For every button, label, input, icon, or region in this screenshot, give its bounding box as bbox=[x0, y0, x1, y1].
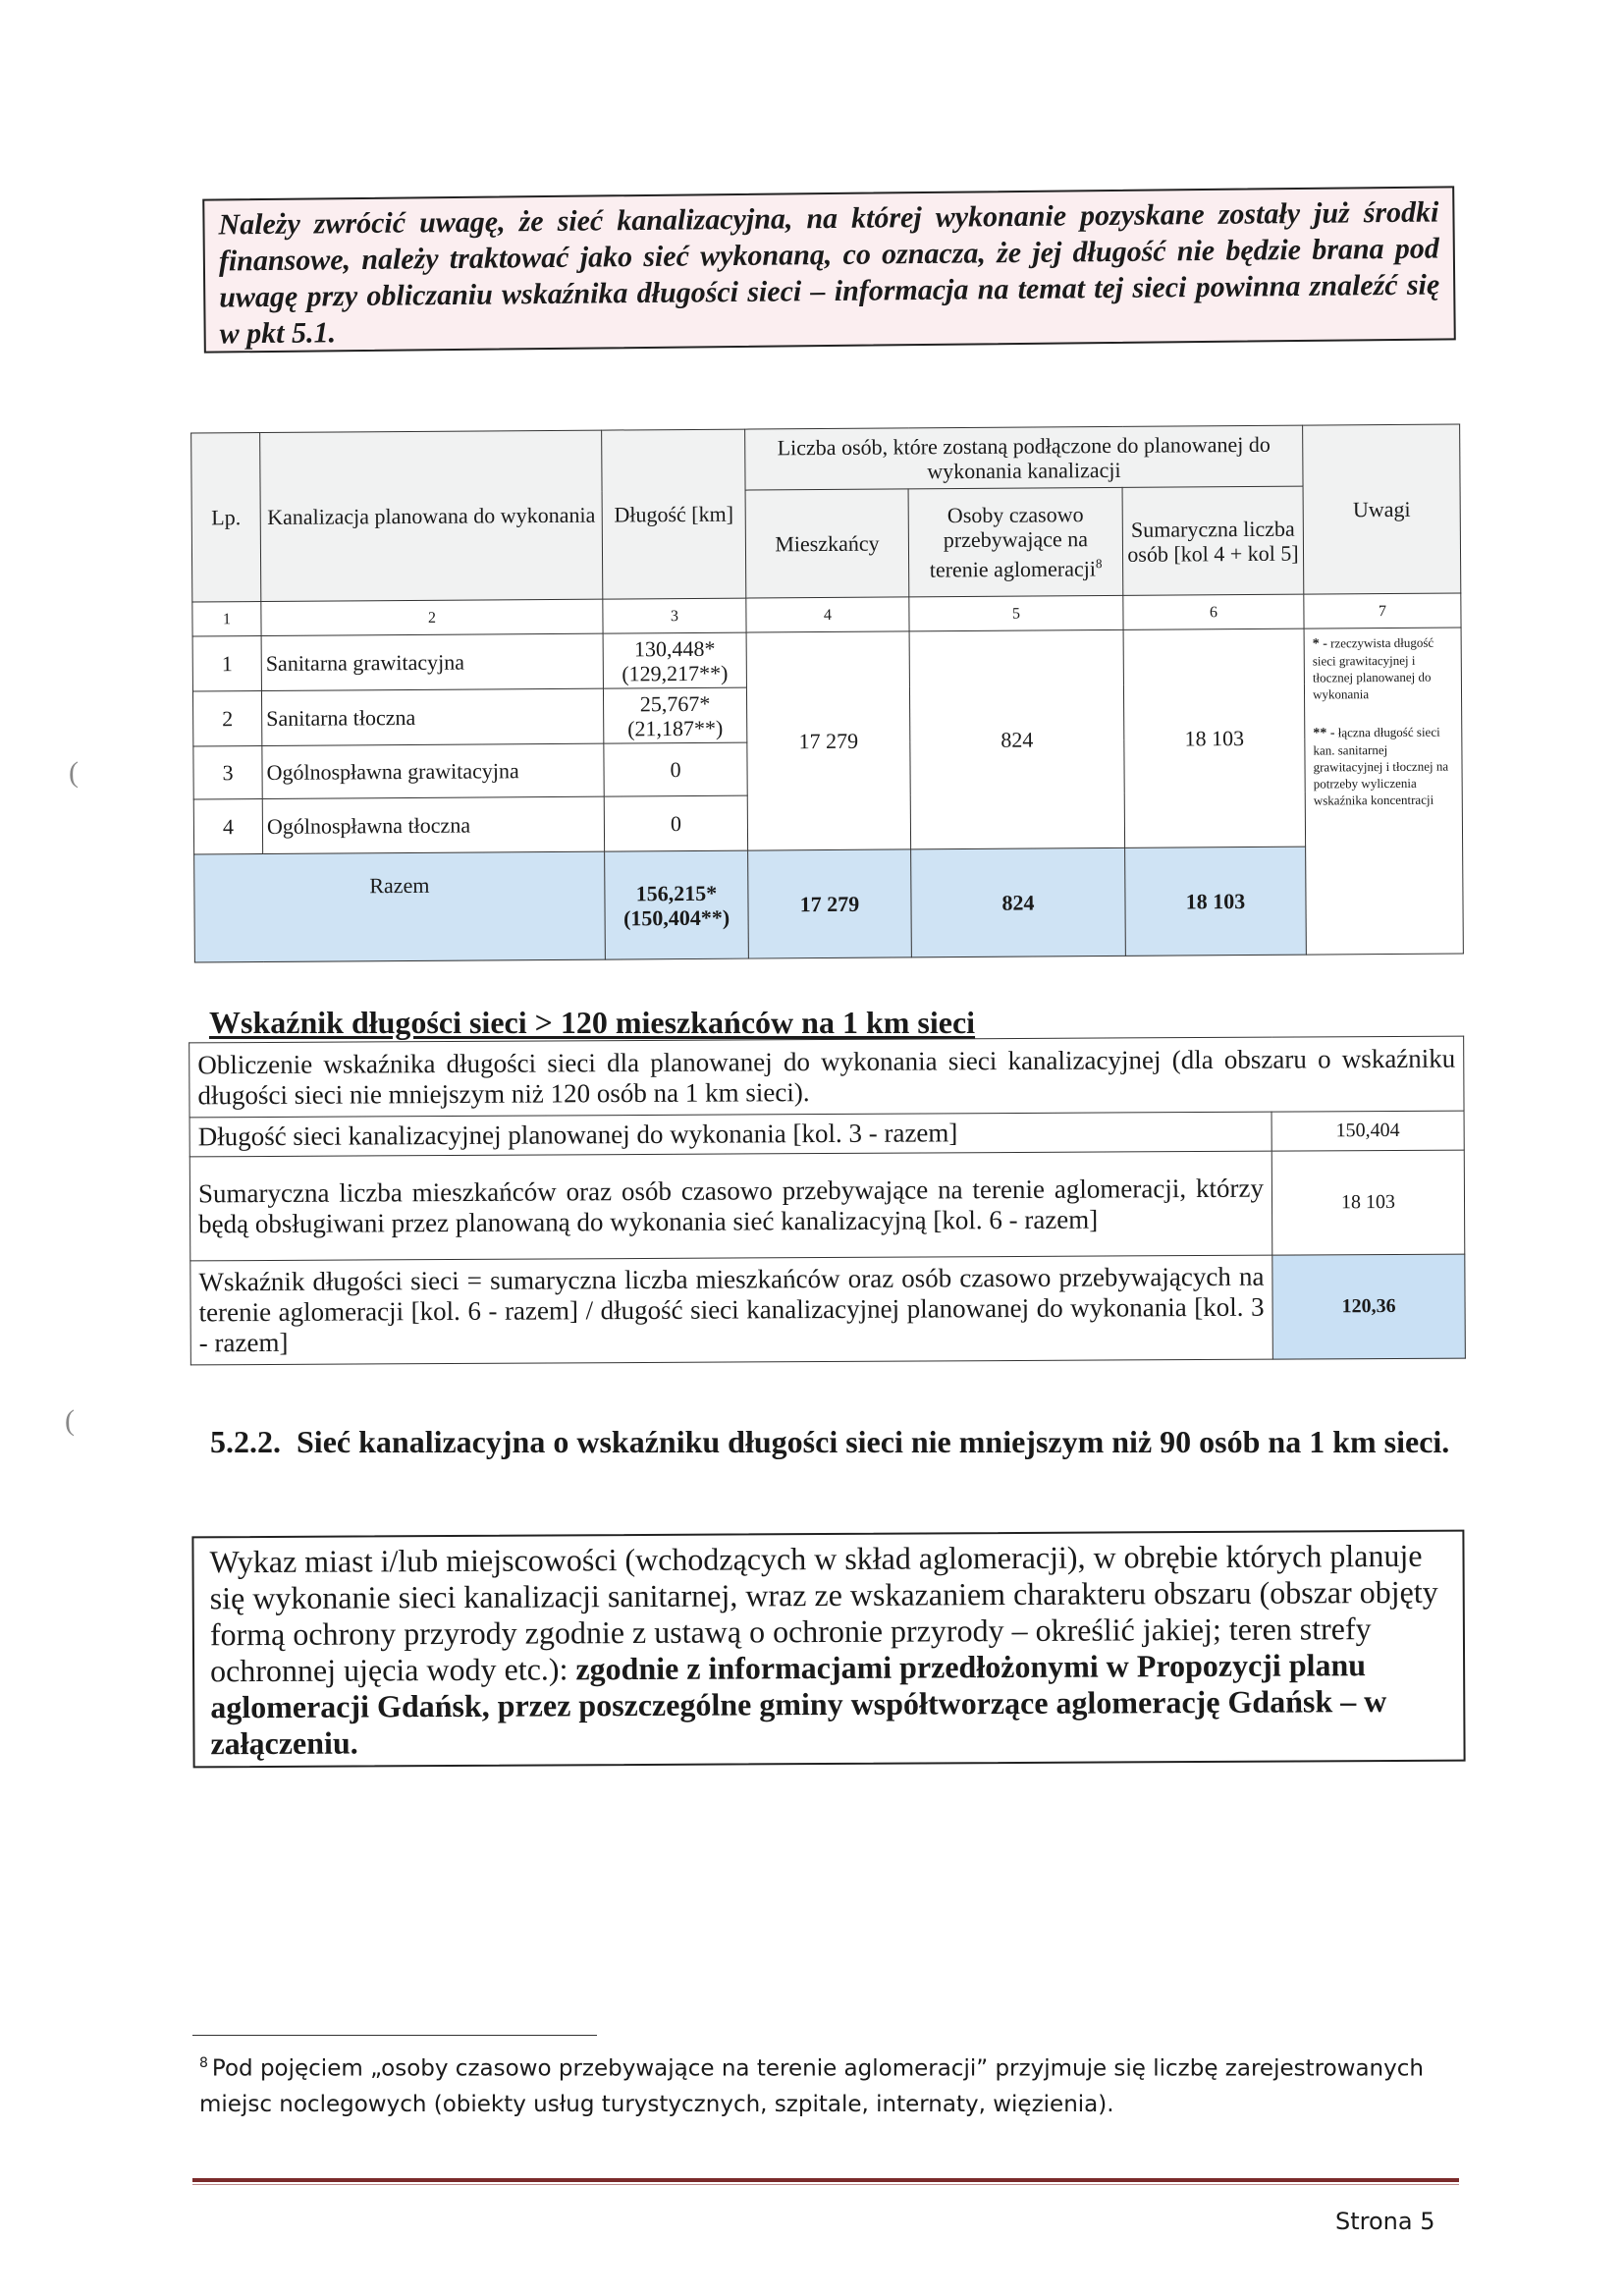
header-total-people: Sumaryczna liczba osób [kol 4 + kol 5] bbox=[1122, 486, 1304, 595]
row-length-alt: (129,217**) bbox=[622, 660, 729, 685]
indicator-title: Wskaźnik długości sieci > 120 mieszkańców na 1 km sieci bbox=[209, 1005, 976, 1040]
total-people: 18 103 bbox=[1125, 847, 1307, 956]
merged-residents: 17 279 bbox=[746, 631, 911, 850]
merged-temporary: 824 bbox=[909, 629, 1125, 849]
header-temporary-label: Osoby czasowo przebywające na terenie aglomeracji bbox=[929, 502, 1097, 582]
scan-bracket-mark: ( bbox=[65, 1404, 75, 1437]
row-lp: 1 bbox=[192, 636, 261, 691]
footer-rule bbox=[192, 2178, 1459, 2182]
note-marker: * - bbox=[1312, 636, 1327, 652]
indicator-result-value: 120,36 bbox=[1272, 1254, 1466, 1359]
col-number: 2 bbox=[261, 599, 603, 635]
row-name: Ogólnospławna tłoczna bbox=[262, 796, 604, 853]
indicator-row-label: Wskaźnik długości sieci = sumaryczna liczba mieszkańców oraz osób czasowo przebywających na terenie aglomeracji [kol. 6 - razem] / długość sieci kanalizacyjnej planowanej do wykonania [kol. 3 - razem] bbox=[190, 1255, 1273, 1365]
section-number: 5.2.2. bbox=[210, 1424, 281, 1459]
note-marker: ** - bbox=[1313, 726, 1335, 741]
header-people-count: Liczba osób, które zostaną podłączone do planowanej do wykonania kanalizacji bbox=[745, 425, 1303, 490]
header-length: Długość [km] bbox=[602, 429, 746, 599]
header-lp: Lp. bbox=[191, 433, 261, 602]
indicator-row-label: Sumaryczna liczba mieszkańców oraz osób czasowo przebywające na terenie aglomeracji, którzy będą obsługiwani przez planowaną do wykonania sieć kanalizacyjną [kol. 6 - razem] bbox=[189, 1151, 1272, 1261]
indicator-row-value: 150,404 bbox=[1271, 1111, 1464, 1151]
notice-text: Należy zwrócić uwagę, że sieć kanalizacyjna, na której wykonanie pozyskane zostały już środki finansowe, należy traktować jako sieć wykonaną, co oznacza, że jej długość nie będzie brana pod uwagę przy obliczaniu wskaźnika długości sieci – informacja na temat tej sieci powinna znaleźć się w pkt 5.1. bbox=[218, 195, 1440, 351]
footnote-number: 8 bbox=[199, 2055, 208, 2071]
total-length bbox=[605, 850, 749, 959]
header-residents: Mieszkańcy bbox=[745, 489, 909, 598]
row-length bbox=[603, 632, 746, 688]
notice-box bbox=[202, 186, 1456, 353]
indicator-row bbox=[189, 1150, 1465, 1261]
total-temporary: 824 bbox=[911, 847, 1126, 957]
note-actual-length: rzeczywista długość sieci grawitacyjnej i tłocznej planowanej do wykonania bbox=[1312, 634, 1434, 702]
row-length-value: 25,767* bbox=[639, 690, 711, 716]
row-name: Sanitarna grawitacyjna bbox=[261, 633, 603, 690]
merged-total-people: 18 103 bbox=[1123, 629, 1306, 847]
row-length-value: 130,448* bbox=[633, 635, 716, 661]
col-number: 5 bbox=[909, 595, 1123, 631]
footnote-separator bbox=[192, 2035, 597, 2036]
indicator-table bbox=[189, 1036, 1466, 1366]
col-number: 7 bbox=[1304, 593, 1461, 629]
row-length: 0 bbox=[604, 795, 747, 851]
total-label: Razem bbox=[194, 851, 606, 962]
indicator-row-value: 18 103 bbox=[1271, 1150, 1465, 1255]
indicator-row bbox=[190, 1254, 1466, 1365]
row-name: Sanitarna tłoczna bbox=[261, 688, 603, 745]
footnote bbox=[199, 2046, 1466, 2122]
indicator-row-label: Długość sieci kanalizacyjnej planowanej do wykonania [kol. 3 - razem] bbox=[189, 1112, 1271, 1157]
header-sewer-type: Kanalizacja planowana do wykonania bbox=[260, 430, 603, 601]
header-remarks: Uwagi bbox=[1303, 424, 1461, 594]
total-residents: 17 279 bbox=[748, 849, 912, 958]
info-box-bold-text: zgodnie z informacjami przedłożonymi w Propozycji planu aglomeracji Gdańsk, przez poszczególne gminy współtworzące aglomerację Gdańsk – w załączeniu. bbox=[210, 1647, 1387, 1762]
total-row bbox=[194, 846, 1464, 962]
section-title: Sieć kanalizacyjna o wskaźniku długości sieci nie mniejszym niż 90 osób na 1 km sieci. bbox=[297, 1424, 1450, 1459]
col-number: 1 bbox=[192, 602, 261, 636]
row-lp: 4 bbox=[193, 799, 262, 854]
sewer-network-table bbox=[190, 423, 1464, 962]
col-number: 4 bbox=[746, 597, 909, 632]
row-lp: 2 bbox=[192, 691, 261, 746]
row-name: Ogólnospławna grawitacyjna bbox=[262, 743, 604, 798]
row-length bbox=[603, 687, 746, 743]
total-length-alt: (150,404**) bbox=[622, 904, 730, 930]
note-total-length: łączna długość sieci kan. sanitarnej grawitacyjnej i tłocznej na potrzeby wyliczenia wskaźnika koncentracji bbox=[1313, 724, 1449, 808]
row-length: 0 bbox=[604, 742, 747, 796]
page-number: Strona 5 bbox=[1335, 2208, 1435, 2235]
col-number: 3 bbox=[603, 598, 746, 633]
header-temporary bbox=[908, 487, 1123, 597]
row-length-alt: (21,187**) bbox=[627, 715, 724, 740]
indicator-intro: Obliczenie wskaźnika długości sieci dla planowanej do wykonania sieci kanalizacyjnej (dla obszaru o wskaźniku długości sieci nie mniejszym niż 120 osób na 1 km sieci). bbox=[189, 1036, 1464, 1118]
info-box bbox=[191, 1530, 1465, 1769]
scan-bracket-mark: ( bbox=[69, 756, 79, 789]
header-temporary-footnote: 8 bbox=[1095, 556, 1103, 572]
table-row bbox=[192, 628, 1461, 691]
total-length-value: 156,215* bbox=[635, 880, 718, 905]
footnote-text: Pod pojęciem „osoby czasowo przebywające na terenie aglomeracji” przyjmuje się liczbę zarejestrowanych miejsc noclegowych (obiekty usług turystycznych, szpitale, internaty, więzienia). bbox=[199, 2055, 1424, 2117]
col-number: 6 bbox=[1123, 594, 1304, 629]
info-box-text: Wykaz miast i/lub miejscowości (wchodzących w skład aglomeracji), w obrębie których planuje się wykonanie sieci kanalizacji sanitarnej, wraz ze wskazaniem charakteru obszaru (obszar objęty formą ochrony przyrody zgodnie z ustawą o ochronie przyrody – określić jakiej; teren strefy ochronnej ujęcia wody etc.): bbox=[209, 1537, 1438, 1689]
footer-rule-thin bbox=[192, 2184, 1459, 2185]
indicator-row bbox=[189, 1111, 1464, 1157]
remarks-cell bbox=[1304, 628, 1463, 955]
row-lp: 3 bbox=[193, 746, 262, 799]
section-heading bbox=[210, 1422, 1467, 1461]
